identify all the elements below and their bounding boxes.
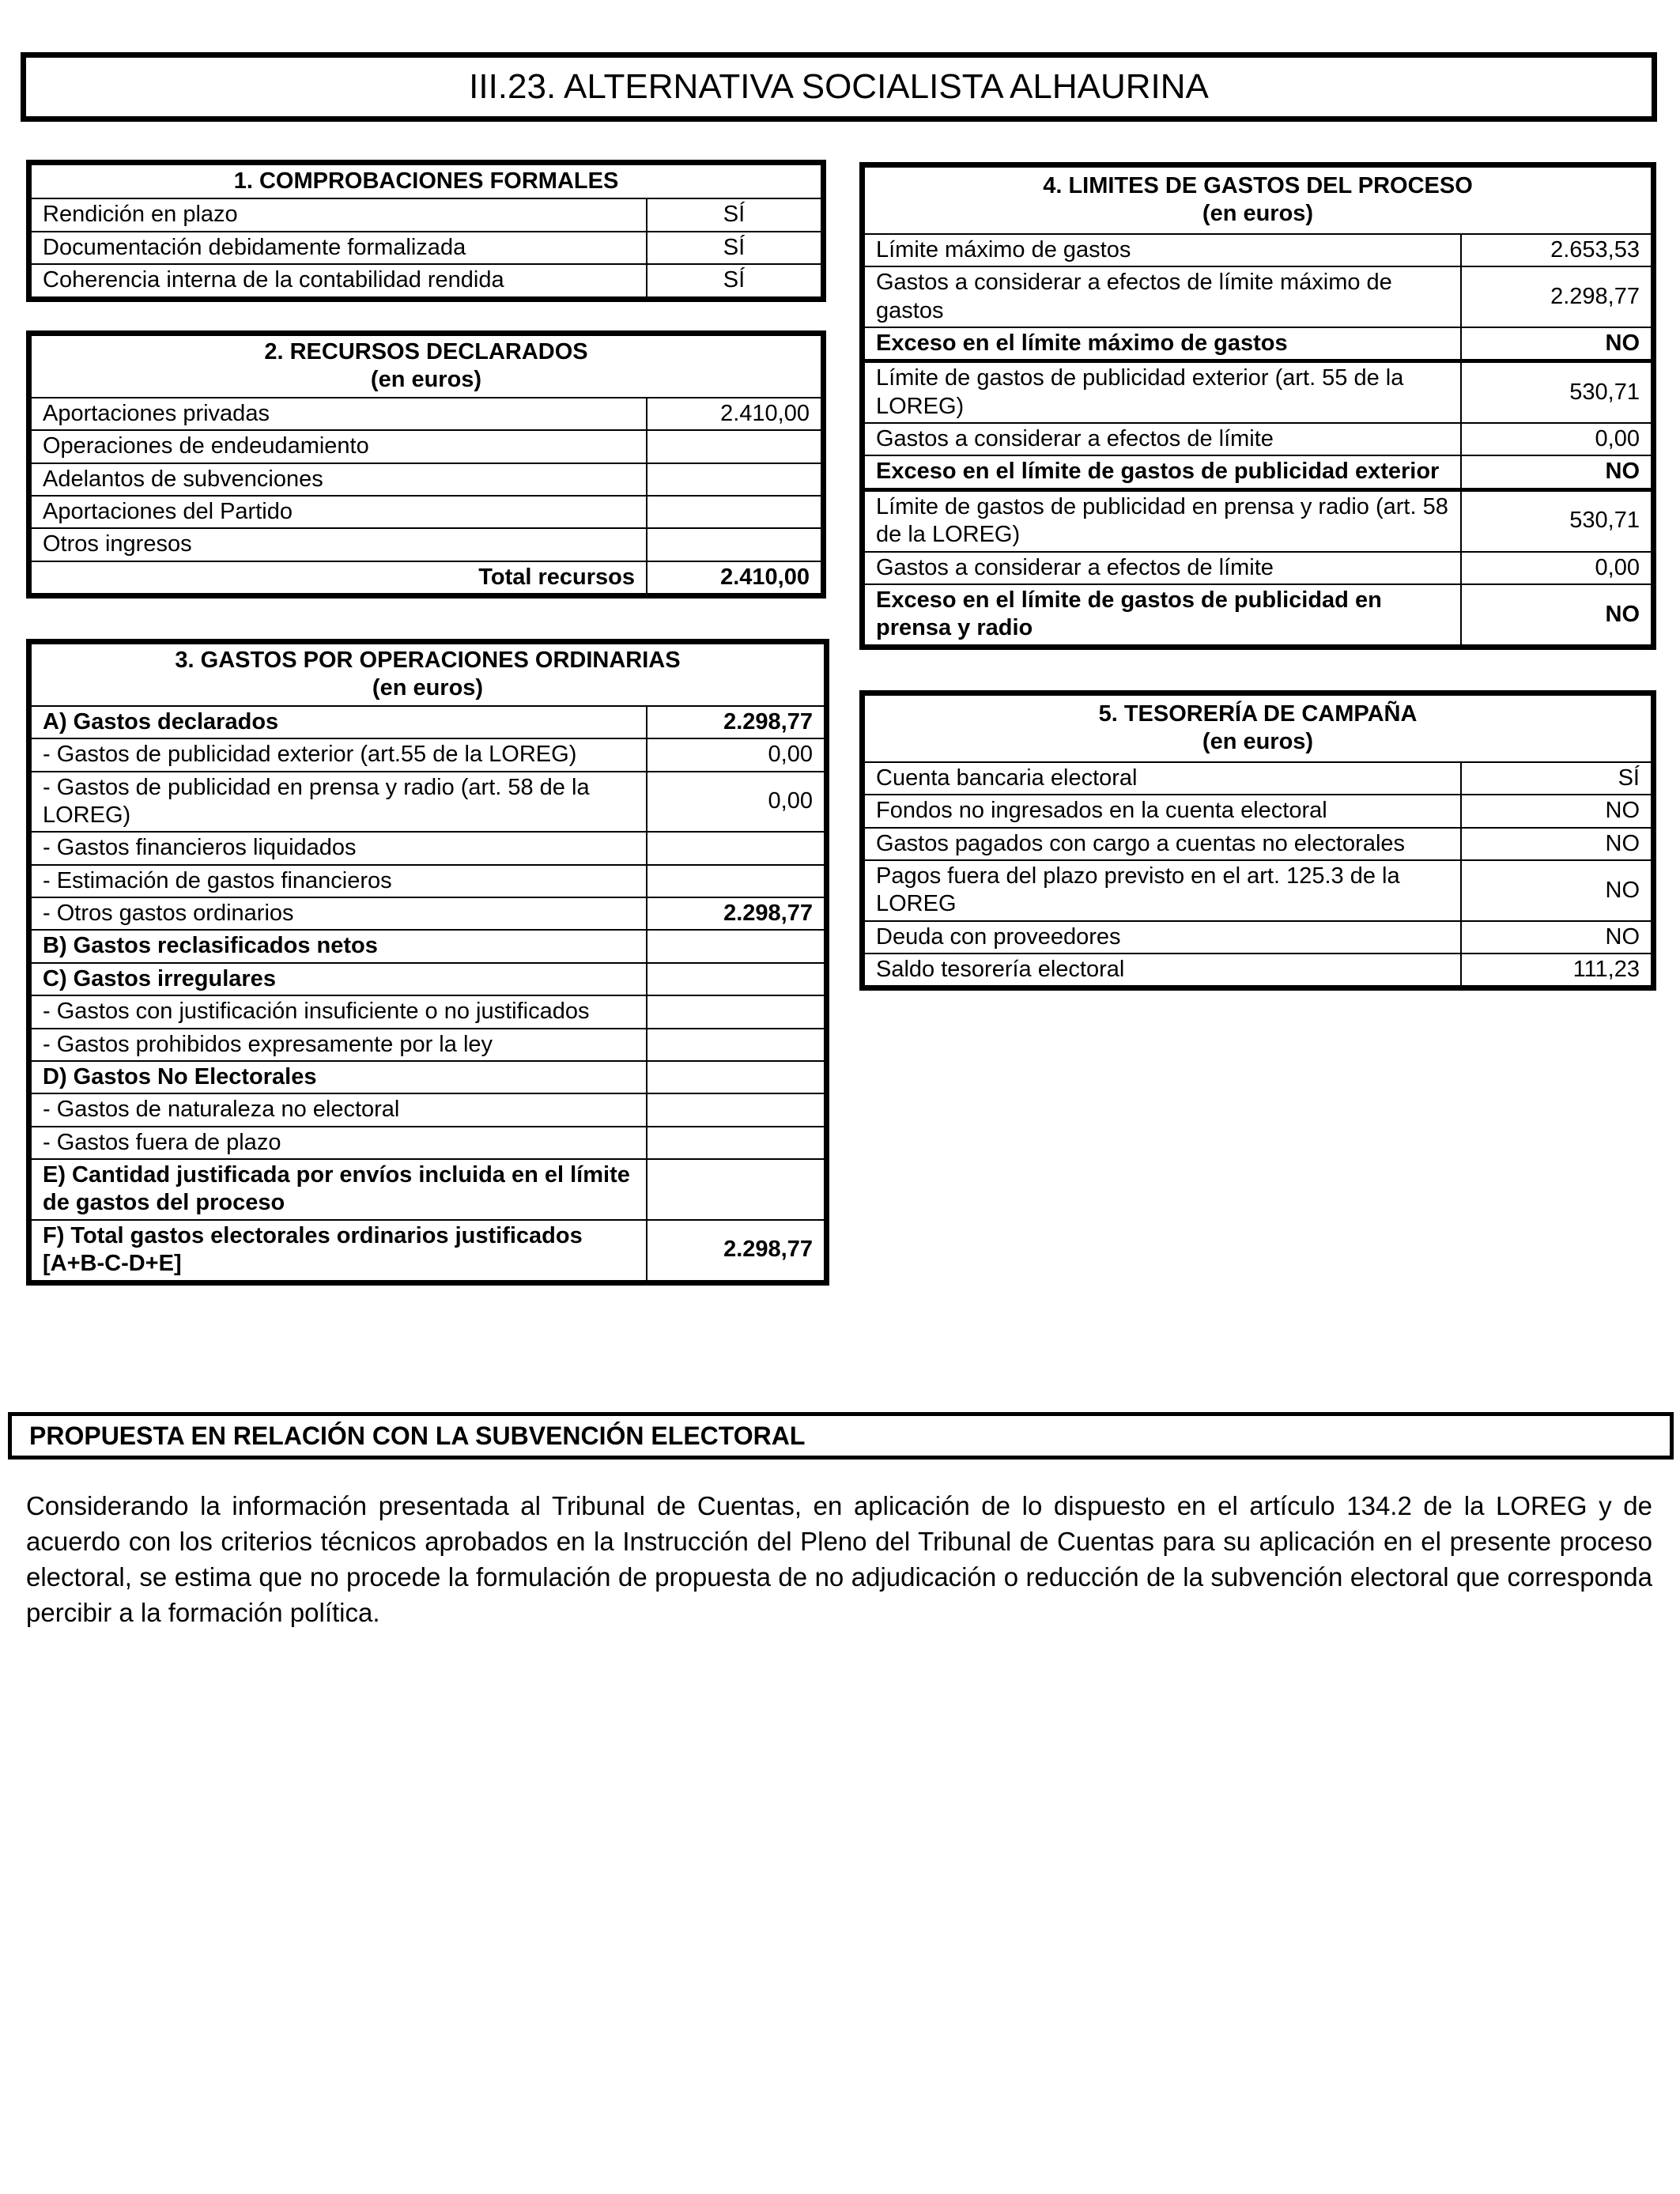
table-row: Gastos pagados con cargo a cuentas no electorales NO	[865, 828, 1651, 860]
table-row: Límite de gastos de publicidad en prensa y radio (art. 58 de la LOREG) 530,71	[865, 489, 1651, 551]
table-row: Fondos no ingresados en la cuenta electoral NO	[865, 795, 1651, 827]
ordinary-expenses-table	[32, 644, 824, 1280]
page-title: III.23. ALTERNATIVA SOCIALISTA ALHAURINA	[21, 52, 1657, 122]
table-row: - Gastos de publicidad exterior (art.55 de la LOREG) 0,00	[32, 738, 824, 771]
ordinary-expenses-section	[26, 639, 829, 1286]
table-row: - Gastos de publicidad en prensa y radio (art. 58 de la LOREG) 0,00	[32, 772, 824, 833]
table-row: Operaciones de endeudamiento	[32, 430, 821, 463]
expense-limits-section	[859, 162, 1656, 650]
table-row: E) Cantidad justificada por envíos incluida en el límite de gastos del proceso	[32, 1159, 824, 1220]
campaign-treasury-table	[865, 696, 1651, 985]
table-row: B) Gastos reclasificados netos	[32, 930, 824, 962]
expense-limits-table	[865, 168, 1651, 644]
table-row: Límite máximo de gastos 2.653,53	[865, 234, 1651, 266]
table-row: Aportaciones del Partido	[32, 496, 821, 528]
campaign-treasury-section	[859, 690, 1656, 991]
declared-resources-table	[32, 336, 821, 593]
section-title: 2. RECURSOS DECLARADOS (en euros)	[32, 336, 821, 398]
section-title: 1. COMPROBACIONES FORMALES	[32, 165, 821, 198]
table-row: - Gastos financieros liquidados	[32, 832, 824, 864]
table-row: Cuenta bancaria electoral SÍ	[865, 762, 1651, 795]
table-row: Exceso en el límite de gastos de publicidad exterior NO	[865, 455, 1651, 489]
table-row: Otros ingresos	[32, 528, 821, 561]
table-row: - Gastos prohibidos expresamente por la ley	[32, 1029, 824, 1061]
table-row: Saldo tesorería electoral 111,23	[865, 954, 1651, 985]
formal-checks-section	[26, 160, 826, 302]
table-row: Deuda con proveedores NO	[865, 921, 1651, 954]
total-row: Total recursos 2.410,00	[32, 561, 821, 593]
declared-resources-section	[26, 330, 826, 599]
proposal-text: Considerando la información presentada al Tribunal de Cuentas, en aplicación de lo dispuesto en el artículo 134.2 de la LOREG y de acuerdo con los criterios técnicos aprobados en la Instrucción del Pleno del Tribunal de Cuentas para su aplicación en el presente proceso electoral, se estima que no procede la formulación de propuesta de no adjudicación o reducción de la subvención electoral que corresponda percibir a la formación política.	[26, 1491, 1652, 1627]
table-row: - Otros gastos ordinarios 2.298,77	[32, 897, 824, 930]
proposal-heading: PROPUESTA EN RELACIÓN CON LA SUBVENCIÓN ELECTORAL	[8, 1412, 1674, 1460]
section-title: 5. TESORERÍA DE CAMPAÑA (en euros)	[865, 696, 1651, 762]
table-row: Aportaciones privadas 2.410,00	[32, 398, 821, 430]
table-row: Gastos a considerar a efectos de límite 0,00	[865, 423, 1651, 455]
table-row: Gastos a considerar a efectos de límite 0,00	[865, 552, 1651, 584]
table-row: Rendición en plazo SÍ	[32, 198, 821, 231]
table-row: Límite de gastos de publicidad exterior (art. 55 de la LOREG) 530,71	[865, 361, 1651, 423]
table-row: Gastos a considerar a efectos de límite máximo de gastos 2.298,77	[865, 266, 1651, 327]
table-row: Pagos fuera del plazo previsto en el art. 125.3 de la LOREG NO	[865, 860, 1651, 921]
table-row: C) Gastos irregulares	[32, 963, 824, 995]
table-row: A) Gastos declarados 2.298,77	[32, 706, 824, 738]
table-row: - Gastos con justificación insuficiente o no justificados	[32, 995, 824, 1028]
table-row: - Gastos de naturaleza no electoral	[32, 1093, 824, 1126]
table-row: - Gastos fuera de plazo	[32, 1127, 824, 1159]
table-row: - Estimación de gastos financieros	[32, 865, 824, 897]
section-title: 3. GASTOS POR OPERACIONES ORDINARIAS (en euros)	[32, 644, 824, 706]
table-row: Exceso en el límite de gastos de publicidad en prensa y radio NO	[865, 584, 1651, 644]
table-row: Exceso en el límite máximo de gastos NO	[865, 327, 1651, 361]
section-title: 4. LIMITES DE GASTOS DEL PROCESO (en euros)	[865, 168, 1651, 234]
table-row: F) Total gastos electorales ordinarios justificados [A+B-C-D+E] 2.298,77	[32, 1220, 824, 1280]
formal-checks-table	[32, 165, 821, 296]
table-row: Adelantos de subvenciones	[32, 463, 821, 496]
table-row: Documentación debidamente formalizada SÍ	[32, 232, 821, 264]
table-row: Coherencia interna de la contabilidad rendida SÍ	[32, 264, 821, 296]
table-row: D) Gastos No Electorales	[32, 1061, 824, 1093]
